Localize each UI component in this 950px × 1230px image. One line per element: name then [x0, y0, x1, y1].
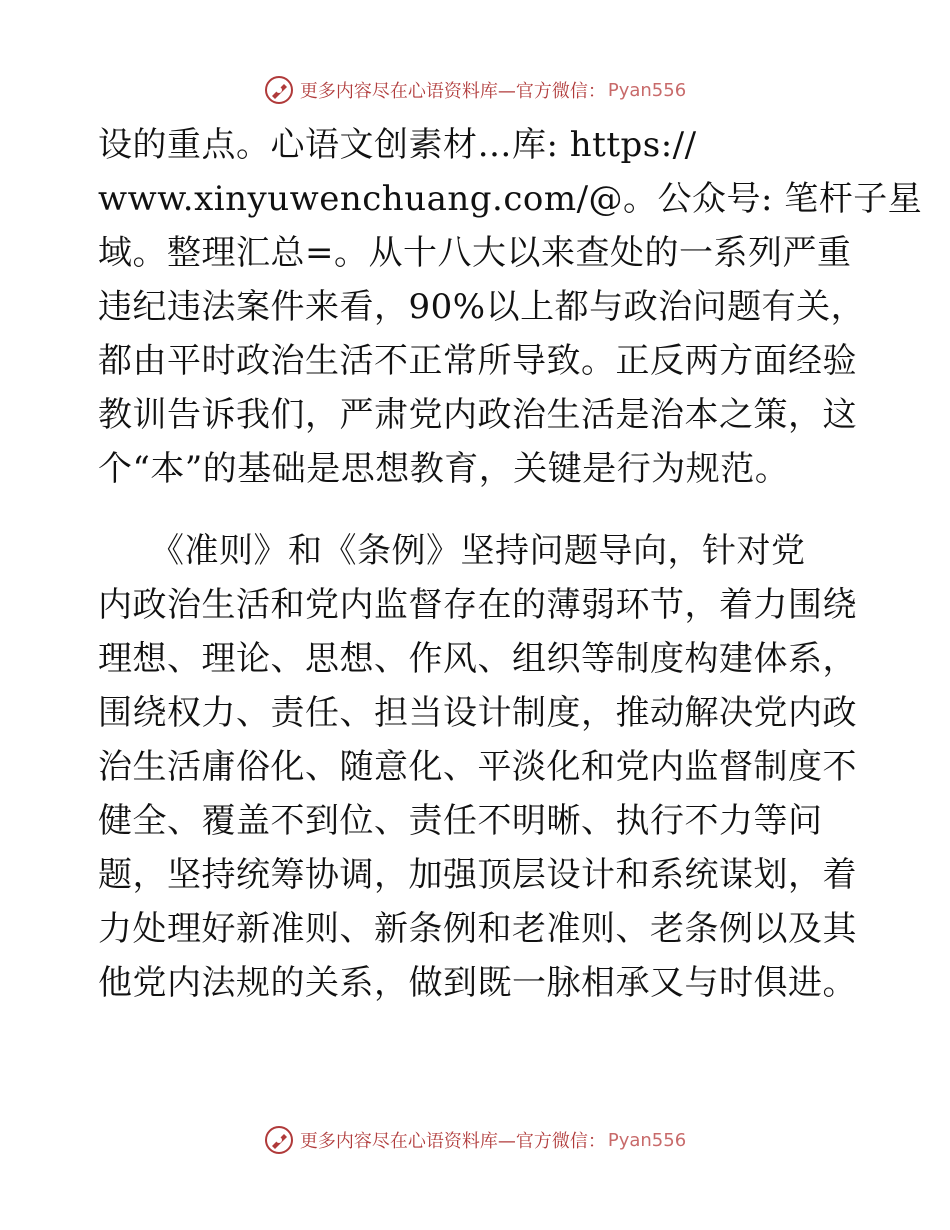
text-line: 力处理好新准则、新条例和老准则、老条例以及其 [98, 909, 857, 949]
text-line: 域。整理汇总=。从十八大以来查处的一系列严重 [98, 233, 852, 273]
header-banner-handle: Pyan556 [607, 79, 687, 101]
text-line: 他党内法规的关系，做到既一脉相承又与时俱进。 [98, 963, 857, 1003]
text-line: 围绕权力、责任、担当设计制度，推动解决党内政 [98, 693, 857, 733]
pen-logo-icon [264, 1125, 294, 1155]
footer-banner-text: 更多内容尽在心语资料库—官方微信： [299, 1131, 606, 1152]
text-line: 违纪违法案件来看，90%以上都与政治问题有关， [98, 287, 866, 327]
paragraph-2 [98, 524, 858, 1010]
footer-watermark-banner [0, 1120, 950, 1160]
text-line: 《准则》和《条例》坚持问题导向，针对党 [98, 531, 806, 571]
text-line: 理想、理论、思想、作风、组织等制度构建体系， [98, 639, 857, 679]
text-line: 题，坚持统筹协调，加强顶层设计和系统谋划，着 [98, 855, 857, 895]
paragraph-1 [98, 118, 923, 496]
header-watermark-banner [0, 70, 950, 110]
text-line: 治生活庸俗化、随意化、平淡化和党内监督制度不 [98, 747, 857, 787]
pen-logo-icon [264, 75, 294, 105]
footer-banner-handle: Pyan556 [607, 1129, 687, 1151]
document-body [98, 118, 923, 1010]
text-line: 个“本”的基础是思想教育，关键是行为规范。 [98, 449, 790, 489]
text-line: 健全、覆盖不到位、责任不明晰、执行不力等问 [98, 801, 823, 841]
text-line: 教训告诉我们，严肃党内政治生活是治本之策，这 [98, 395, 857, 435]
text-line: 都由平时政治生活不正常所导致。正反两方面经验 [98, 341, 857, 381]
text-line: 内政治生活和党内监督存在的薄弱环节，着力围绕 [98, 585, 857, 625]
text-line: 设的重点。心语文创素材…库: https:// [98, 125, 697, 165]
text-line: www.xinyuwenchuang.com/@。公众号: 笔杆子星 [98, 179, 923, 219]
header-banner-text: 更多内容尽在心语资料库—官方微信： [299, 81, 606, 102]
